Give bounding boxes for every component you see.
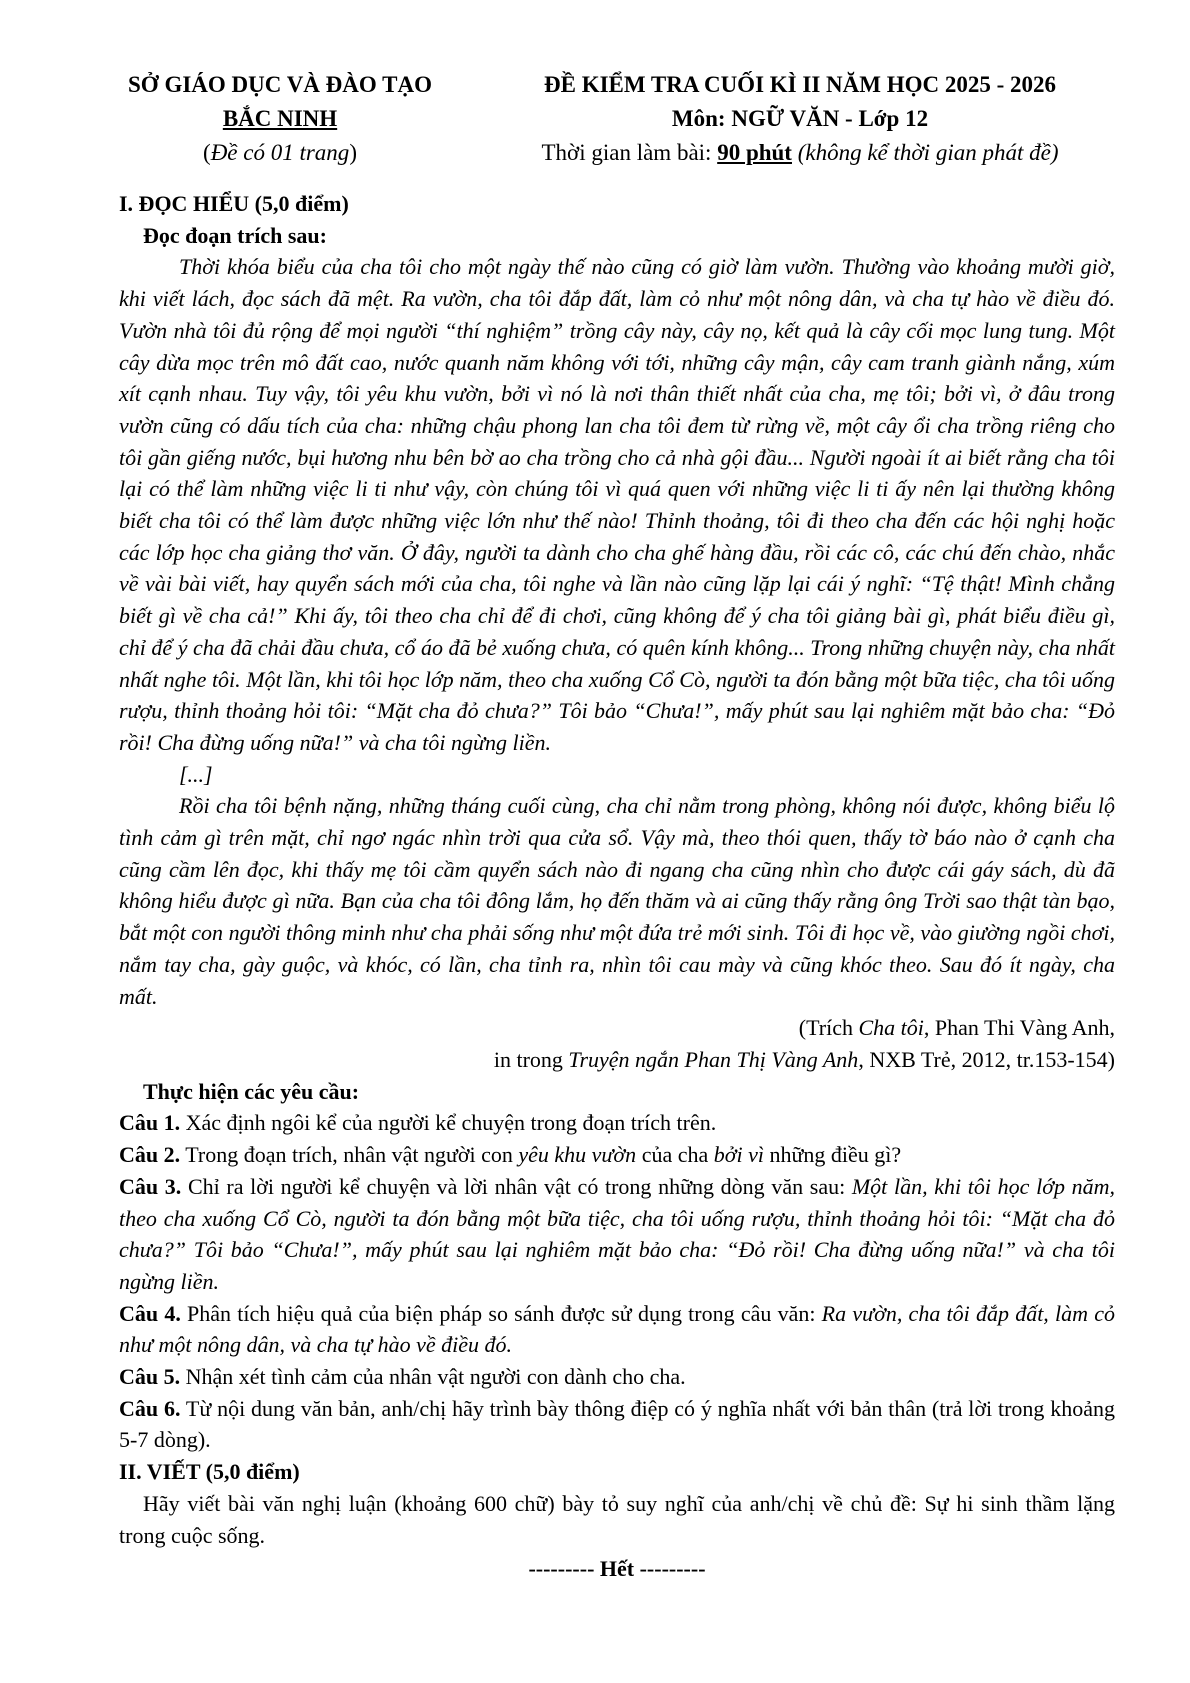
section-writing-title: II. VIẾT (5,0 điểm) xyxy=(119,1459,300,1485)
passage-ellipsis: [...] xyxy=(179,761,213,787)
question-text: bởi vì xyxy=(713,1142,764,1168)
question-text: Nhận xét tình cảm của nhân vật người con dành cho cha. xyxy=(180,1364,686,1390)
section-reading-title: I. ĐỌC HIỂU (5,0 điểm) xyxy=(119,191,349,216)
tasks-title: Thực hiện các yêu cầu: xyxy=(143,1078,360,1104)
header-left xyxy=(90,68,470,170)
question-item xyxy=(119,1107,1115,1139)
question-list xyxy=(119,1107,1115,1456)
question-text: Chỉ ra lời người kể chuyện và lời nhân vật có trong những dòng văn sau: xyxy=(181,1173,852,1199)
question-text: Phân tích hiệu quả của biện pháp so sánh được sử dụng trong câu văn: xyxy=(180,1300,822,1326)
time-value: 90 phút xyxy=(717,140,792,165)
question-label: Câu 5. xyxy=(119,1364,181,1390)
question-item xyxy=(119,1361,1115,1393)
question-text: Trong đoạn trích, nhân vật người con xyxy=(180,1142,519,1168)
question-text: Ra vườn, cha tôi đắp đất, làm cỏ như một nông dân, và cha tự hào về điều đó. xyxy=(119,1300,1116,1358)
end-marker: --------- Hết --------- xyxy=(528,1556,706,1582)
subject-line: Môn: NGỮ VĂN - Lớp 12 xyxy=(671,106,929,131)
passage-paragraph: Thời khóa biểu của cha tôi cho một ngày thế nào cũng có giờ làm vườn. Thường vào khoảng mười giờ, khi viết lách, đọc sách đã mệt. Ra vườn, cha tôi đắp đất, làm cỏ như một nông dân, và cha tự hào về điều đó. Vườn nhà tôi đủ rộng để mọi người “thí nghiệm” trồng cây này, cây nọ, kết quả là cây cối mọc lung tung. Một cây dừa mọc trên mô đất cao, nước quanh năm không với tới, những cây mận, cây cam tranh giành nắng, xúm xít cạnh nhau. Tuy vậy, tôi yêu khu vườn, bởi vì nó là nơi thân thiết nhất của cha, mẹ tôi; bởi vì, ở đâu trong vườn cũng có dấu tích của cha: những chậu phong lan cha tôi đem từ rừng về, một cây ổi cha trồng riêng cho tôi gần giếng nước, bụi hương nhu bên bờ ao cha trồng cho cả nhà gội đầu... Người ngoài ít ai biết rằng cha tôi lại có thể làm những việc li ti như vậy, còn chúng tôi vì quá quen với những việc li ti ấy nên lại thường không biết cha tôi có thể làm được những việc lớn như thế nào! Thỉnh thoảng, tôi đi theo cha đến các hội nghị hoặc các lớp học cha giảng thơ văn. Ở đây, người ta dành cho cha ghế hàng đầu, rồi các cô, các chú đến chào, nhắc về vài bài viết, hay quyển sách mới của cha, tôi nghe và lần nào cũng lặp lại cái ý nghĩ: “Tệ thật! Mình chẳng biết gì về cha cả!” Khi ấy, tôi theo cha chỉ để đi chơi, cũng không để ý cha tôi giảng bài gì, phát biểu điều gì, chỉ để ý cha đã chải đầu chưa, cổ áo đã bẻ xuống chưa, có quên kính không... Trong những chuyện này, cha nhất nhất nghe tôi. Một lần, khi tôi học lớp năm, theo cha xuống Cổ Cò, người ta đón bằng một bữa tiệc, cha tôi uống rượu, thỉnh thoảng hỏi tôi: “Mặt cha đỏ chưa?” Tôi bảo “Chưa!”, mấy phút sau lại nghiêm mặt bảo cha: “Đỏ rồi! Cha đừng uống nữa!” và cha tôi ngừng liền. xyxy=(119,254,1115,755)
question-item xyxy=(119,1139,1115,1171)
question-text: của cha xyxy=(636,1142,714,1168)
question-label: Câu 6. xyxy=(119,1395,181,1421)
reading-passage xyxy=(119,251,1115,1012)
province-name: BẮC NINH xyxy=(222,106,338,131)
question-item xyxy=(119,1393,1115,1456)
question-label: Câu 1. xyxy=(119,1110,181,1136)
question-item xyxy=(119,1298,1115,1361)
question-text: Từ nội dung văn bản, anh/chị hãy trình bày thông điệp có ý nghĩa nhất với bản thân (trả lời trong khoảng 5-7 dòng). xyxy=(119,1395,1115,1453)
question-text: những điều gì? xyxy=(763,1142,902,1168)
question-label: Câu 3. xyxy=(119,1173,182,1199)
time-line: Thời gian làm bài: 90 phút (không kể thời gian phát đề) xyxy=(541,140,1059,165)
question-label: Câu 4. xyxy=(119,1300,181,1326)
exam-content xyxy=(119,188,1115,1585)
pages-note: (Đề có 01 trang) xyxy=(203,140,357,165)
writing-prompt: Hãy viết bài văn nghị luận (khoảng 600 chữ) bày tỏ suy nghĩ của anh/chị về chủ đề: Sự hi sinh thầm lặng trong cuộc sống. xyxy=(119,1490,1115,1548)
exam-title: ĐỀ KIỂM TRA CUỐI KÌ II NĂM HỌC 2025 - 2026 xyxy=(544,72,1056,97)
question-text: Một lần, khi tôi học lớp năm, theo cha xuống Cổ Cò, người ta đón bằng một bữa tiệc, cha tôi uống rượu, thỉnh thoảng hỏi tôi: “Mặt cha đỏ chưa?” Tôi bảo “Chưa!”, mấy phút sau lại nghiêm mặt bảo cha: “Đỏ rồi! Cha đừng uống nữa!” và cha tôi ngừng liền. xyxy=(119,1173,1115,1294)
passage-citation: (Trích Cha tôi, Phan Thi Vàng Anh, in trong Truyện ngắn Phan Thị Vàng Anh, NXB Trẻ, 2012, tr.153-154) xyxy=(493,1015,1115,1072)
question-text: Xác định ngôi kể của người kể chuyện trong đoạn trích trên. xyxy=(180,1110,717,1136)
header-right xyxy=(480,68,1120,170)
question-text: yêu khu vườn xyxy=(518,1142,637,1168)
passage-paragraph: Rồi cha tôi bệnh nặng, những tháng cuối cùng, cha chỉ nằm trong phòng, không nói được, không biểu lộ tình cảm gì trên mặt, chỉ ngơ ngác nhìn trời qua cửa sổ. Vậy mà, theo thói quen, thấy tờ báo nào ở cạnh cha cũng cầm lên đọc, khi thấy mẹ tôi cầm quyển sách nào đi ngang cha cũng nhìn cho được cái gáy sách, dù đã không hiểu được gì nữa. Bạn của cha tôi đông lắm, họ đến thăm và ai cũng thấy rằng ông Trời sao thật tàn bạo, bắt một con người thông minh như cha phải sống như một đứa trẻ mới sinh. Tôi đi học về, vào giường ngồi chơi, nắm tay cha, gày guộc, và khóc, có lần, cha tỉnh ra, nhìn tôi cau mày và cũng khóc theo. Sau đó ít ngày, cha mất. xyxy=(119,793,1115,1009)
reading-instruction: Đọc đoạn trích sau: xyxy=(143,222,327,248)
department-name: SỞ GIÁO DỤC VÀ ĐÀO TẠO xyxy=(128,72,432,97)
question-item xyxy=(119,1171,1115,1298)
question-label: Câu 2. xyxy=(119,1142,181,1168)
